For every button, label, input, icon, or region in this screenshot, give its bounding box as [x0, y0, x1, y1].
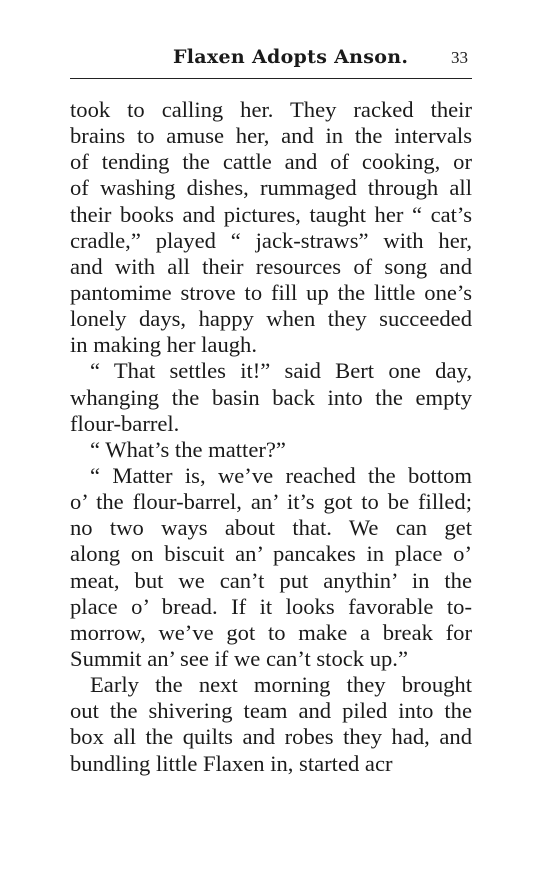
text-line: morrow, we’ve got to make a break for	[70, 619, 472, 645]
text-line: “ What’s the matter?”	[90, 436, 286, 462]
page-header	[70, 42, 472, 72]
text-line: flour-barrel.	[70, 410, 180, 436]
text-line: their books and pictures, taught her “ cat’s	[70, 201, 472, 227]
text-line: lonely days, happy when they succeeded	[70, 306, 472, 332]
body-text	[70, 97, 472, 777]
text-line: and with all their resources of song and	[70, 253, 472, 279]
text-line: no two ways about that. We can get	[70, 515, 472, 541]
text-line: whanging the basin back into the empty	[70, 384, 472, 410]
text-line: out the shivering team and piled into the	[70, 698, 472, 724]
text-line: of tending the cattle and of cooking, or	[70, 149, 472, 175]
text-line: of washing dishes, rummaged through all	[70, 175, 472, 201]
text-line: took to calling her. They racked their	[70, 97, 472, 122]
text-line: Early the next morning they brought	[90, 672, 472, 698]
text-line: meat, but we can’t put anythin’ in the	[70, 567, 472, 593]
page-number: 33	[451, 48, 468, 67]
header-rule	[70, 78, 472, 79]
text-line: Summit an’ see if we can’t stock up.”	[70, 645, 408, 671]
text-line: pantomime strove to fill up the little one’s	[70, 279, 472, 305]
running-head: Flaxen Adopts Anson.	[173, 46, 409, 68]
text-line: “ Matter is, we’ve reached the bottom	[90, 462, 472, 488]
text-line: box all the quilts and robes they had, and	[70, 724, 472, 750]
text-line: along on biscuit an’ pancakes in place o’	[70, 541, 472, 567]
text-line: in making her laugh.	[70, 332, 257, 358]
text-line: o’ the flour-barrel, an’ it’s got to be filled;	[70, 489, 472, 515]
text-line: “ That settles it!” said Bert one day,	[90, 358, 472, 384]
text-line: brains to amuse her, and in the intervals	[70, 123, 472, 149]
text-line: place o’ bread. If it looks favorable to-	[70, 593, 472, 619]
text-line: cradle,” played “ jack-straws” with her,	[70, 227, 472, 253]
text-line: bundling little Flaxen in, started acr	[70, 750, 393, 776]
